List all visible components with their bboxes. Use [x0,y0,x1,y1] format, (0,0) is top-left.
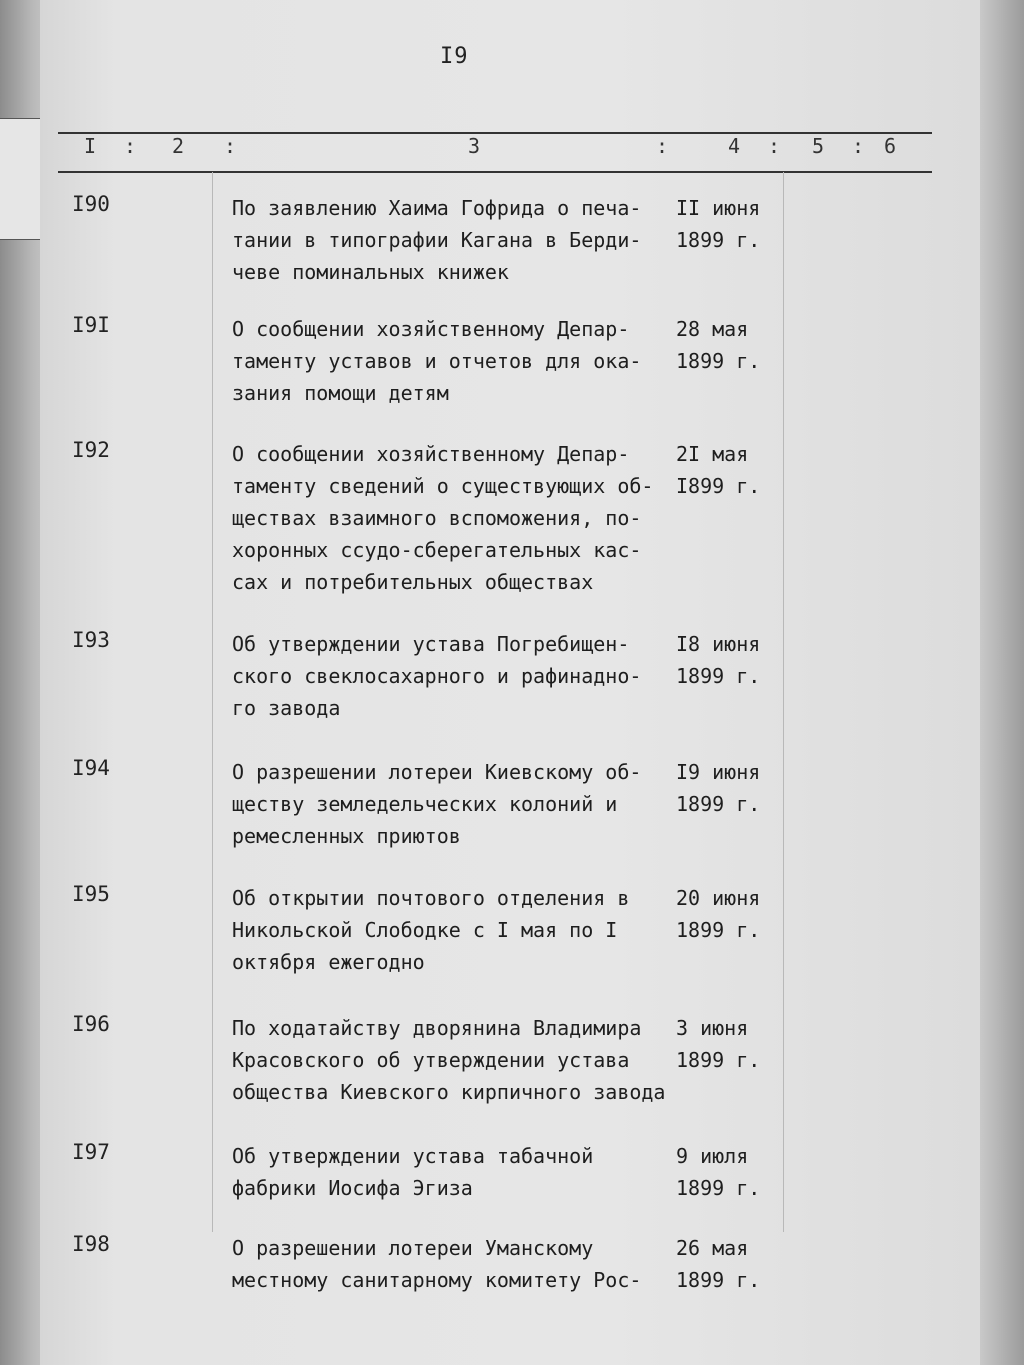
entry-title-line: ремесленных приютов [232,824,461,848]
entry-number: I93 [72,628,110,652]
entry-date [676,756,786,820]
entry-date-line: II июня [676,196,761,220]
column-separator: : [768,134,781,158]
entry-title-line: О разрешении лотереи Уманскому [232,1236,594,1260]
entry-date-line: 26 мая [676,1236,749,1260]
entry-title-line: О сообщении хозяйственному Депар- [232,442,630,466]
entry-title-line: местному санитарному комитету Рос- [232,1268,642,1292]
entry-date-line: 1899 г. [676,228,761,252]
entry-number: I95 [72,882,110,906]
entry-title-line: хоронных ссудо-сберегательных кас- [232,538,642,562]
column-separator: : [124,134,137,158]
entry-title-line: Об открытии почтового отделения в [232,886,630,910]
entry-date-line: 9 июля [676,1144,749,1168]
column-separator: : [852,134,865,158]
entry-number: I97 [72,1140,110,1164]
entry-title-line: чеве поминальных книжек [232,260,509,284]
entry-date-line: 20 июня [676,886,761,910]
entry-title-line: таменту уставов и отчетов для ока- [232,349,642,373]
entry-number: I98 [72,1232,110,1256]
entry-date [676,192,786,256]
entry-date-line: 1899 г. [676,1176,761,1200]
entry-title-line: О разрешении лотереи Киевскому об- [232,760,642,784]
column-header-6: 6 [884,134,897,158]
entry-date [676,628,786,692]
entry-date-line: 1899 г. [676,1048,761,1072]
entry-title-line: го завода [232,696,341,720]
entry-date-line: I9 июня [676,760,761,784]
column-separator: : [656,134,669,158]
entry-title-line: По заявлению Хаима Гофрида о печа- [232,196,642,220]
entry-number: I96 [72,1012,110,1036]
entry-title [232,438,672,598]
entry-date-line: 28 мая [676,317,749,341]
entry-date-line: 1899 г. [676,664,761,688]
entry-title-line: Никольской Слободке с I мая по I [232,918,618,942]
entry-title-line: тании в типографии Кагана в Берди- [232,228,642,252]
entry-date [676,438,786,502]
entry-number: I92 [72,438,110,462]
entry-title [232,882,672,978]
entry-title-line: таменту сведений о существующих об- [232,474,654,498]
entry-number: I90 [72,192,110,216]
right-page-shadow [980,0,1024,1365]
entry-date [676,313,786,377]
entry-number: I94 [72,756,110,780]
entry-title [232,1232,672,1296]
entry-date-line: I8 июня [676,632,761,656]
entry-title-line: октября ежегодно [232,950,425,974]
entry-title-line: зания помощи детям [232,381,449,405]
entry-title-line: Об утверждении устава табачной [232,1144,594,1168]
column-header-4: 4 [728,134,741,158]
entry-date [676,1140,786,1204]
entry-date-line: 1899 г. [676,792,761,816]
entry-date-line: 2I мая [676,442,749,466]
entry-date [676,1232,786,1296]
entry-number: I9I [72,313,110,337]
entry-title [232,192,672,288]
column-header-3: 3 [468,134,481,158]
entry-date-line: I899 г. [676,474,761,498]
entry-date [676,1012,786,1076]
entry-title-line: Красовского об утверждении устава [232,1048,630,1072]
entry-date-line: 1899 г. [676,349,761,373]
column-header-5: 5 [812,134,825,158]
entry-title-line: общества Киевского кирпичного завода [232,1080,666,1104]
entry-date-line: 3 июня [676,1016,749,1040]
entry-title-line: ществах взаимного вспоможения, по- [232,506,642,530]
entry-date-line: 1899 г. [676,918,761,942]
column-separator: : [224,134,237,158]
column-header-1: I [84,134,97,158]
column-header-2: 2 [172,134,185,158]
entry-date [676,882,786,946]
entry-title [232,628,672,724]
entry-title [232,756,672,852]
entry-title [232,313,672,409]
entry-title-line: фабрики Иосифа Эгиза [232,1176,473,1200]
entry-title-line: ществу земледельческих колоний и [232,792,618,816]
page-number: I9 [440,44,469,69]
entry-title-line: Об утверждении устава Погребищен- [232,632,630,656]
entry-title [232,1140,672,1204]
entry-title [232,1012,672,1108]
entry-title-line: О сообщении хозяйственному Депар- [232,317,630,341]
header-rule-top [58,132,932,134]
entry-title-line: сах и потребительных обществах [232,570,594,594]
entry-title-line: По ходатайству дворянина Владимира [232,1016,642,1040]
entry-date-line: 1899 г. [676,1268,761,1292]
adjacent-page-tab [0,118,45,240]
entry-title-line: ского свеклосахарного и рафинадно- [232,664,642,688]
